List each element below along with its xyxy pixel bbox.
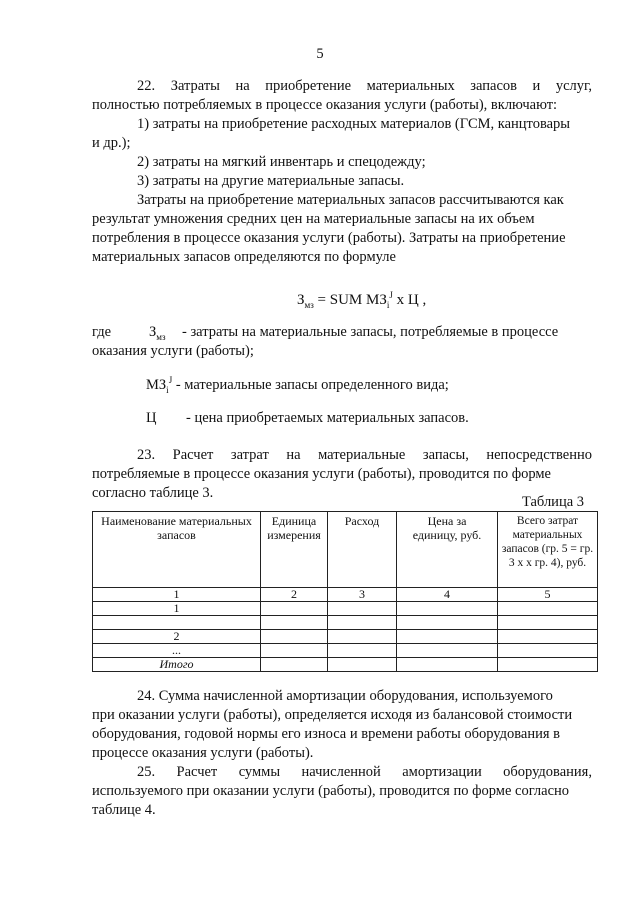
- total-label: Итого: [93, 658, 261, 672]
- cell: [498, 630, 598, 644]
- p25-line-1: [137, 764, 592, 781]
- number-cell: 1: [93, 588, 261, 602]
- p24-line-1: 24. Сумма начисленной амортизации оборудования, используемого: [137, 688, 553, 704]
- p23-line-1: [137, 447, 592, 464]
- p22-line-10: материальных запасов определяются по формуле: [92, 249, 396, 265]
- where-mz-desc: - материальные запасы определенного вида;: [172, 377, 449, 393]
- p22-line-6: 3) затраты на другие материальные запасы.: [137, 173, 405, 189]
- cell: [261, 658, 328, 672]
- formula-mz-sup: J: [389, 290, 393, 300]
- row-label: 1: [93, 602, 261, 616]
- word: на: [286, 447, 301, 463]
- word: запасы,: [422, 447, 469, 463]
- word: амортизации: [402, 764, 482, 780]
- formula-mz-sub: i: [386, 300, 390, 310]
- p25-line-3: таблице 4.: [92, 802, 156, 818]
- cell: [328, 658, 397, 672]
- p22-line-5: 2) затраты на мягкий инвентарь и спецодежду;: [137, 154, 426, 170]
- word: услуг,: [555, 78, 592, 94]
- table-number-row: [93, 588, 598, 602]
- number-cell: 2: [261, 588, 328, 602]
- where-mz-symbol: МЗ: [146, 377, 167, 393]
- p22-line-2: полностью потребляемых в процессе оказания услуги (работы), включают:: [92, 97, 558, 113]
- where-c: Ц: [146, 410, 157, 426]
- word: запасов: [470, 78, 517, 94]
- header-cell: Единица измерения: [261, 512, 328, 588]
- formula: [297, 292, 426, 309]
- where-mz: [146, 377, 449, 394]
- formula-z-sub: мз: [304, 300, 314, 310]
- table-header-row: [93, 512, 598, 588]
- p22-line-9: потребления в процессе оказания услуги (работы). Затраты на приобретение: [92, 230, 566, 246]
- cell: [498, 602, 598, 616]
- p22-line-7: Затраты на приобретение материальных запасов рассчитываются как: [137, 192, 564, 208]
- cell: [261, 644, 328, 658]
- row-label: 2: [93, 630, 261, 644]
- page-number: 5: [316, 46, 324, 62]
- table-caption: Таблица 3: [522, 494, 585, 510]
- where-mz-sup: J: [168, 375, 173, 386]
- cell: [261, 602, 328, 616]
- header-cell: Цена за единицу, руб.: [397, 512, 498, 588]
- where-z-desc-2: оказания услуги (работы);: [92, 343, 254, 359]
- word: начисленной: [301, 764, 381, 780]
- where-c-desc: - цена приобретаемых материальных запасов.: [186, 410, 469, 426]
- formula-sum: = SUM МЗ: [313, 292, 387, 308]
- word: суммы: [238, 764, 281, 780]
- formula-z: З: [297, 292, 305, 308]
- table-row: [93, 616, 598, 630]
- p24-line-4: процессе оказания услуги (работы).: [92, 745, 314, 761]
- word: и: [532, 78, 541, 94]
- cell: [328, 644, 397, 658]
- p23-line-2: потребляемые в процессе оказания услуги (работы), проводится по форме: [92, 466, 551, 482]
- cell: [328, 616, 397, 630]
- materials-table: [92, 511, 598, 672]
- cell: [397, 630, 498, 644]
- where-z: [149, 324, 166, 341]
- p22-line-3: 1) затраты на приобретение расходных материалов (ГСМ, канцтовары: [137, 116, 571, 132]
- cell: [93, 616, 261, 630]
- cell: [397, 644, 498, 658]
- p24-line-2: при оказании услуги (работы), определяется исходя из балансовой стоимости: [92, 707, 573, 723]
- word: 25.: [137, 764, 156, 780]
- word: на: [235, 78, 250, 94]
- cell: [498, 658, 598, 672]
- header-cell: Всего затрат материальных запасов (гр. 5 = гр. 3 х х гр. 4), руб.: [498, 512, 598, 588]
- word: 22.: [137, 78, 156, 94]
- cell: [261, 616, 328, 630]
- formula-rest: x Ц ,: [392, 292, 427, 308]
- cell: [397, 658, 498, 672]
- table-row: [93, 630, 598, 644]
- p24-line-3: оборудования, годовой нормы его износа и времени работы оборудования в: [92, 726, 561, 742]
- word: материальных: [366, 78, 455, 94]
- word: непосредственно: [486, 447, 592, 463]
- cell: [328, 630, 397, 644]
- p23-line-3: согласно таблице 3.: [92, 485, 214, 501]
- word: Расчет: [176, 764, 218, 780]
- word: приобретение: [265, 78, 352, 94]
- cell: [397, 602, 498, 616]
- number-cell: 5: [498, 588, 598, 602]
- table-row: [93, 602, 598, 616]
- word: оборудования,: [503, 764, 592, 780]
- p25-line-2: используемого при оказании услуги (работы), проводится по форме согласно: [92, 783, 570, 799]
- where-z-desc-1: - затраты на материальные запасы, потребляемые в процессе: [182, 324, 559, 340]
- cell: [498, 644, 598, 658]
- word: Затраты: [170, 78, 220, 94]
- table-row: [93, 644, 598, 658]
- where-z-sub: мз: [156, 331, 166, 342]
- row-label: ...: [93, 644, 261, 658]
- number-cell: 4: [397, 588, 498, 602]
- cell: [328, 602, 397, 616]
- word: затрат: [230, 447, 269, 463]
- p22-line-8: результат умножения средних цен на материальные запасы на их объем: [92, 211, 535, 227]
- cell: [261, 630, 328, 644]
- cell: [397, 616, 498, 630]
- word: Расчет: [172, 447, 214, 463]
- p22-line-4: и др.);: [92, 135, 131, 151]
- where-label: где: [92, 324, 112, 340]
- number-cell: 3: [328, 588, 397, 602]
- where-mz-sub: i: [166, 384, 169, 395]
- word: 23.: [137, 447, 156, 463]
- header-cell: Расход: [328, 512, 397, 588]
- word: материальные: [318, 447, 406, 463]
- p22-line-1: [137, 78, 592, 95]
- table-total-row: [93, 658, 598, 672]
- where-z-symbol: З: [149, 324, 157, 340]
- cell: [498, 616, 598, 630]
- header-cell: Наименование материальных запасов: [93, 512, 261, 588]
